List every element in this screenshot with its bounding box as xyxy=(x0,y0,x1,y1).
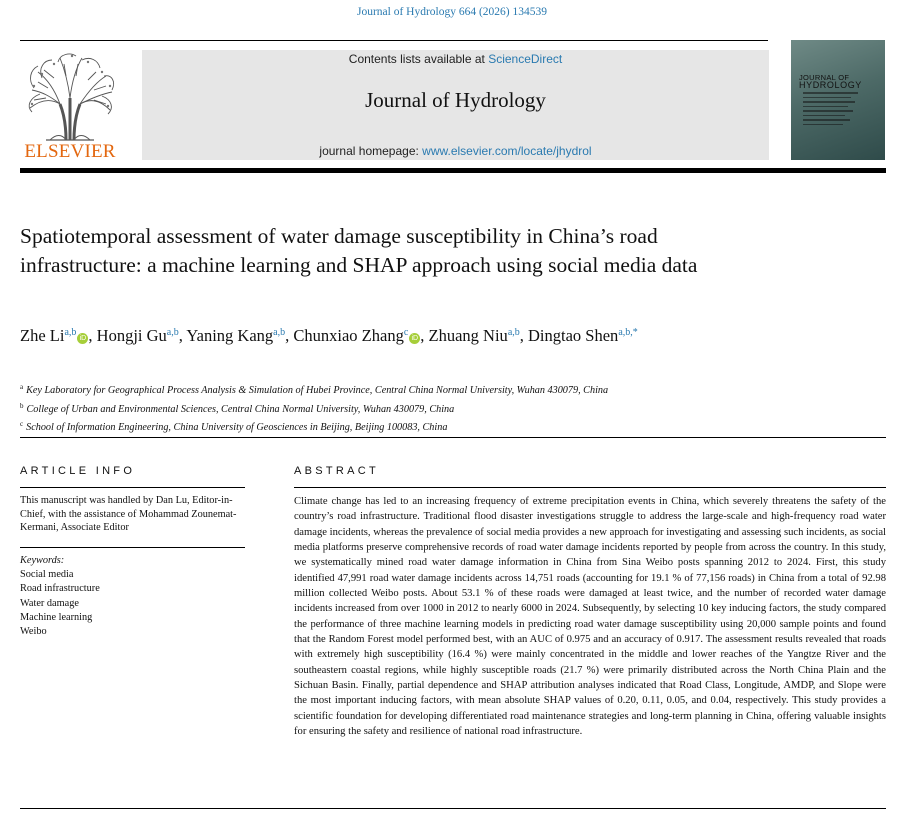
author-affiliation-marker[interactable]: a,b xyxy=(507,327,520,338)
affiliation xyxy=(20,399,880,418)
abstract-heading: ABSTRACT xyxy=(294,465,380,477)
contents-line xyxy=(142,52,769,66)
keyword: Water damage xyxy=(20,597,79,609)
author-affiliation-marker[interactable]: a,b,* xyxy=(618,327,638,338)
header-bottom-rule xyxy=(20,168,886,173)
author-separator: , xyxy=(420,326,429,345)
homepage-prefix: journal homepage: xyxy=(319,144,423,158)
affiliation-marker: a xyxy=(20,383,24,391)
author-name[interactable]: Chunxiao Zhang xyxy=(293,326,404,345)
journal-name: Journal of Hydrology xyxy=(365,88,546,112)
author-name[interactable]: Zhe Li xyxy=(20,326,65,345)
author[interactable] xyxy=(97,326,179,345)
author-separator: , xyxy=(178,326,187,345)
homepage-link[interactable]: www.elsevier.com/locate/jhydrol xyxy=(422,144,592,158)
orcid-icon[interactable]: iD xyxy=(409,333,420,344)
affiliation xyxy=(20,417,880,436)
author[interactable] xyxy=(528,326,638,345)
author-separator: , xyxy=(285,326,294,345)
keyword: Social media xyxy=(20,569,74,580)
author-affiliation-marker[interactable]: a,b xyxy=(166,327,179,338)
keywords-rule xyxy=(20,547,245,548)
author-name[interactable]: Hongji Gu xyxy=(96,326,167,345)
keyword: Weibo xyxy=(20,626,47,638)
affiliation-text: College of Urban and Environmental Sciences, Central China Normal University, Wuhan 430079, China xyxy=(26,403,455,415)
keywords-label: Keywords: xyxy=(20,555,65,566)
author[interactable] xyxy=(20,326,88,345)
author-affiliation-marker[interactable]: a,b xyxy=(273,327,286,338)
cover-title-line-2: HYDROLOGY xyxy=(799,80,862,90)
author-affiliation-marker[interactable]: a,b xyxy=(64,327,77,338)
header-top-rule xyxy=(20,40,768,41)
author-separator: , xyxy=(88,326,97,345)
contents-prefix: Contents lists available at xyxy=(348,52,489,66)
paper-title: Spatiotemporal assessment of water damage susceptibility in China’s road infrastructure: a machine learning and SHAP approach using social media data xyxy=(20,224,698,277)
article-info-rule xyxy=(20,487,245,488)
author-name[interactable]: Yaning Kang xyxy=(186,326,274,345)
affiliation-marker: b xyxy=(20,401,24,410)
author[interactable] xyxy=(429,326,520,345)
keyword-list xyxy=(20,568,245,639)
abstract-rule xyxy=(294,487,886,488)
author-affiliation-marker[interactable]: c xyxy=(403,327,409,338)
abstract-text: Climate change has led to an increasing frequency of extreme precipitation events in China, which severely threatens the safety of the country’s road infrastructure. Traditional flood disaster investigations struggle to address the large-scale and high-frequency road water damage incidents, whereas the prevalence of social media provides a new approach for investigating and assessing such incidents, as social media platforms preserve comprehensive records of road water damage incidents reported by people from across the country. In this study, we systematically mined road water damage information in China from Sina Weibo posts spanning 2012 to 2024. First, this study identified 47,991 road water damage incidents across 14,751 roads (accounting for 19.1 % of 77,156 roads) in China from a total of 92.98 million collected Weibo posts. About 53.1 % of these roads were damaged at least twice, and the number of recorded water damage incidents increased from over 1000 in 2012 to nearly 6000 in 2024. Subsequently, by selecting 10 key inducing factors, the study compared the performance of three machine learning models in predicting road water damage susceptibility using 20,000 sample points and found that the Random Forest model performed best, with an AUC of 0.975 and an accuracy of 0.917. The assessment results revealed that roads with extremely high susceptibility (16.4 %) were mainly concentrated in the middle and lower reaches of the Yangtze River and the southeastern coastal regions, while highly susceptible roads (21.7 %) were primarily distributed across the North China Plain and the Sichuan Basin. Finally, partial dependence and SHAP attribution analyses indicated that Road Class, Longitude, AMDP, and Slope were the most important inducing factors, with mean absolute SHAP values of 0.20, 0.11, 0.05, and 0.04, respectively. This study provides a scientific foundation for developing differentiated road maintenance strategies and long-term planning in China, offering valuable insights for ensuring the safety and resilience of national road infrastructure. xyxy=(294,496,886,738)
cover-editor-list xyxy=(803,92,863,128)
author[interactable] xyxy=(186,326,285,345)
author-separator: , xyxy=(519,326,529,345)
orcid-icon[interactable]: iD xyxy=(77,333,88,344)
affiliation-list xyxy=(20,380,880,436)
publisher-wordmark: ELSEVIER xyxy=(24,141,116,162)
homepage-line xyxy=(142,144,769,158)
affiliation-text: School of Information Engineering, China University of Geosciences in Beijing, Beijing 100083, China xyxy=(26,422,448,433)
author-list xyxy=(20,321,880,347)
affiliation-rule xyxy=(20,437,886,438)
keyword: Road infrastructure xyxy=(20,583,100,595)
citation-link[interactable]: Journal of Hydrology 664 (2026) 134539 xyxy=(356,6,548,18)
journal-cover-image[interactable] xyxy=(791,40,885,160)
footer-rule xyxy=(20,808,886,809)
cover-title xyxy=(799,74,879,90)
cover-title-line-1: JOURNAL OF xyxy=(799,73,850,82)
affiliation-marker: c xyxy=(20,420,24,428)
author-name[interactable]: Dingtao Shen xyxy=(528,326,619,345)
editor-note: This manuscript was handled by Dan Lu, Editor-in-Chief, with the assistance of Mohammad Zounemat-Kermani, Associate Editor xyxy=(20,495,237,533)
sciencedirect-link[interactable]: ScienceDirect xyxy=(488,52,563,66)
affiliation-text: Key Laboratory for Geographical Process Analysis & Simulation of Hubei Province, Central China Normal University, Wuhan 430079, China xyxy=(26,385,609,396)
article-info-heading: ARTICLE INFO xyxy=(20,465,136,477)
keyword: Machine learning xyxy=(20,611,93,623)
affiliation xyxy=(20,380,880,399)
author[interactable] xyxy=(293,326,420,345)
author-name[interactable]: Zhuang Niu xyxy=(428,326,508,345)
